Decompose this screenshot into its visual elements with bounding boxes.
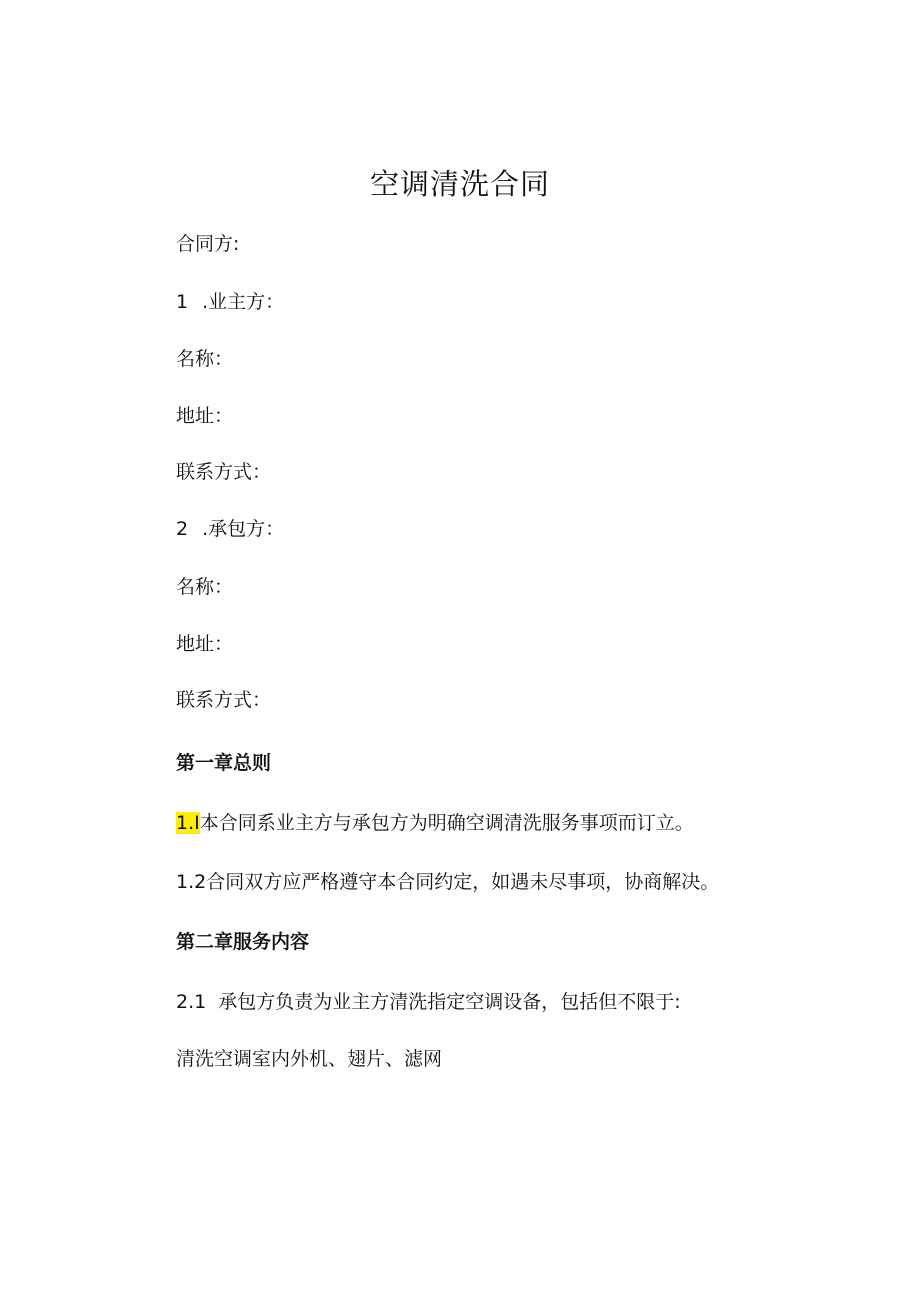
party2-contact-label: 联系方式： xyxy=(176,689,272,711)
party1-heading xyxy=(176,289,284,315)
chapter1-clause2: 1.2合同双方应严格遵守本合同约定，如遇未尽事项，协商解决。 xyxy=(176,871,720,893)
parties-label: 合同方: xyxy=(176,233,240,255)
party2-heading xyxy=(176,516,284,542)
chapter2-heading: 第二章服务内容 xyxy=(176,931,310,953)
party1-address-label: 地址： xyxy=(176,405,234,427)
document-title: 空调清洗合同 xyxy=(369,167,550,201)
party2-number: 2 xyxy=(176,518,189,540)
party2-address-label: 地址： xyxy=(176,633,234,655)
party1-contact-label: 联系方式： xyxy=(176,461,272,483)
chapter2-item1: 清洗空调室内外机、翅片、滤网 xyxy=(176,1048,443,1070)
party1-number: 1 xyxy=(176,291,189,313)
party2-name-label: 名称： xyxy=(176,576,234,598)
party2-heading-text: .承包方： xyxy=(202,518,285,540)
party1-heading-text: .业主方： xyxy=(202,291,285,313)
chapter1-clause1 xyxy=(176,810,694,836)
party1-name-label: 名称： xyxy=(176,348,234,370)
clause1-number-highlight: 1.I xyxy=(176,812,200,834)
chapter2-clause1: 2.1 承包方负责为业主方清洗指定空调设备，包括但不限于: xyxy=(176,991,681,1013)
chapter1-heading: 第一章总则 xyxy=(176,752,272,774)
clause1-text: 本合同系业主方与承包方为明确空调清洗服务事项而订立。 xyxy=(199,812,694,834)
